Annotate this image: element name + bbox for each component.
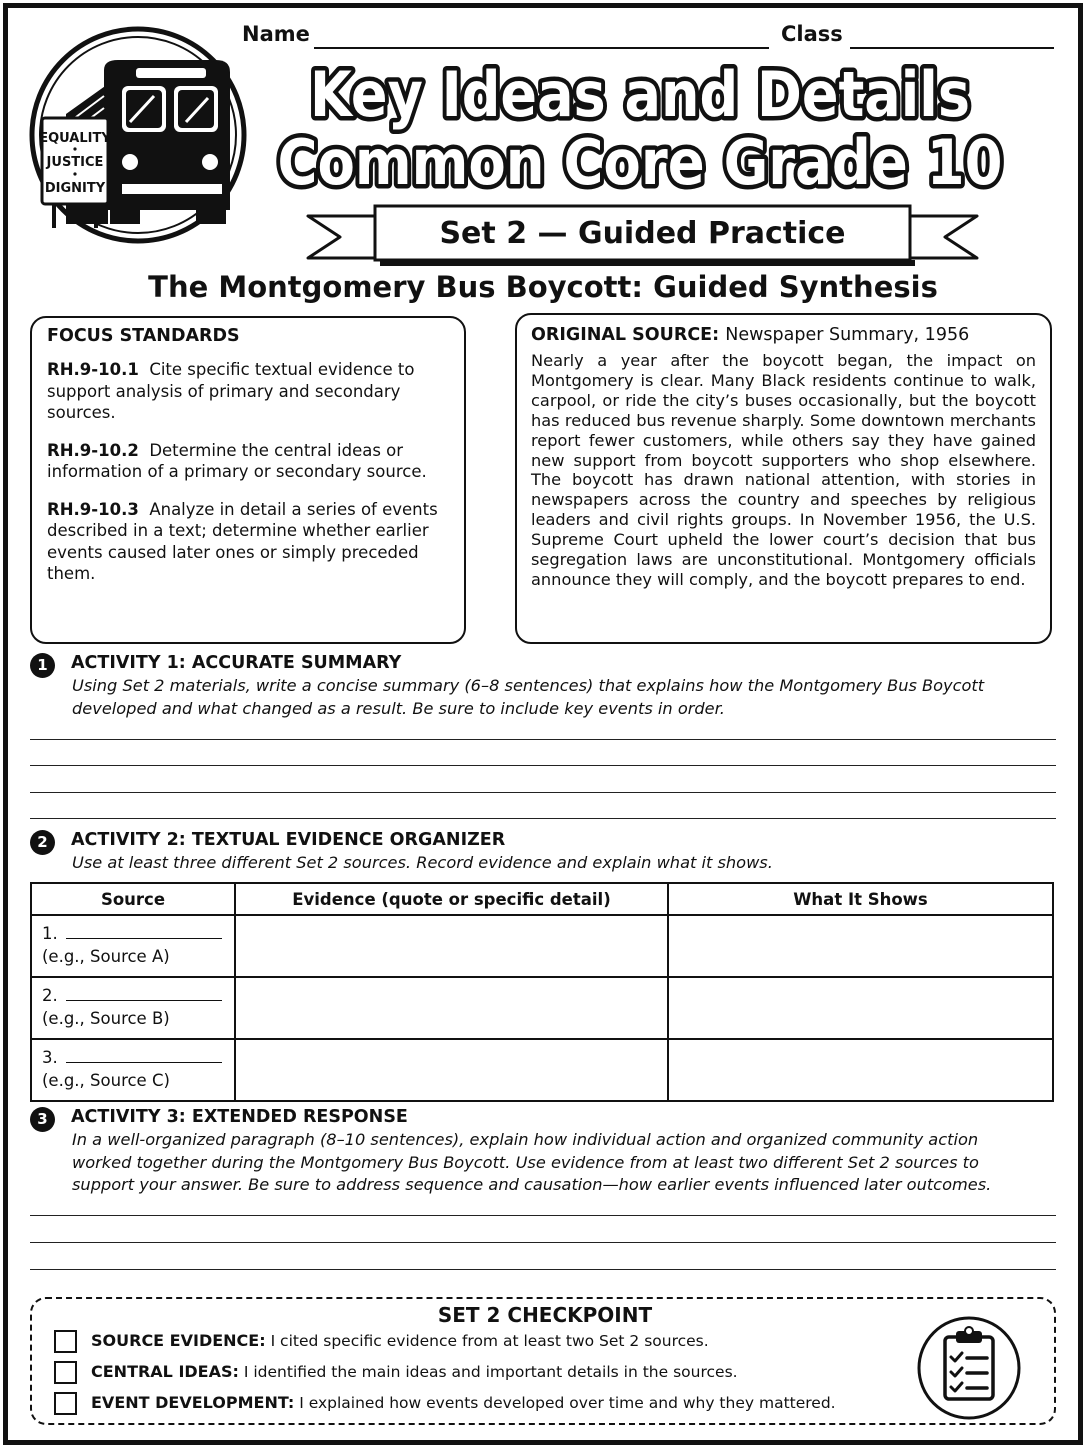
evidence-cell[interactable]: [235, 915, 668, 977]
standard-item: [47, 440, 450, 483]
source-heading-sub: Newspaper Summary, 1956: [725, 325, 970, 345]
activity-1: [30, 653, 1056, 723]
row-number: 3.: [42, 1048, 58, 1067]
evidence-organizer-table: [30, 882, 1054, 1102]
activity-3: [30, 1107, 1056, 1199]
checklist-text: I explained how events developed over time and why they mattered.: [299, 1394, 836, 1412]
column-header: Source: [31, 883, 235, 915]
standard-text: Determine the central ideas or information of a primary or secondary source.: [47, 440, 427, 481]
sign-line-1: EQUALITY: [39, 131, 111, 146]
checklist-item: [54, 1360, 738, 1386]
row-example: (e.g., Source C): [42, 1071, 170, 1090]
checklist-text: I identified the main ideas and important details in the sources.: [243, 1363, 738, 1381]
evidence-cell[interactable]: [235, 977, 668, 1039]
writing-line[interactable]: [30, 1215, 1056, 1216]
evidence-cell[interactable]: [235, 1039, 668, 1101]
original-source-box: [515, 313, 1052, 644]
activity-instructions: Use at least three different Set 2 sources. Record evidence and explain what it shows.: [72, 853, 773, 872]
checklist-label: EVENT DEVELOPMENT:: [91, 1393, 295, 1412]
writing-line[interactable]: [30, 1269, 1056, 1270]
source-cell[interactable]: [31, 915, 235, 977]
activity-title: ACTIVITY 3: EXTENDED RESPONSE: [71, 1107, 408, 1127]
activity-instructions: In a well-organized paragraph (8–10 sentences), explain how individual action and organized community action worked together during the Montgomery Bus Boycott. Use evidence from at least two different Set 2 sources to support your answer. Be sure to address sequence and causation—how earlier events influenced later outcomes.: [72, 1130, 992, 1194]
standard-item: [47, 359, 450, 424]
checklist-label: CENTRAL IDEAS:: [91, 1362, 239, 1381]
writing-line[interactable]: [30, 1242, 1056, 1243]
source-heading: [531, 325, 1036, 345]
column-header: Evidence (quote or specific detail): [235, 883, 668, 915]
checklist-label: SOURCE EVIDENCE:: [91, 1331, 266, 1350]
focus-standards-box: [30, 316, 466, 644]
standard-text: Analyze in detail a series of events described in a text; determine whether earlier events caused later ones or simply preceded them.: [47, 499, 438, 583]
shows-cell[interactable]: [668, 977, 1053, 1039]
activity-number: 1: [30, 653, 55, 678]
name-field[interactable]: [314, 47, 769, 49]
writing-line[interactable]: [30, 739, 1056, 740]
shows-cell[interactable]: [668, 1039, 1053, 1101]
activity-2: [30, 830, 1056, 880]
checklist-text: I cited specific evidence from at least two Set 2 sources.: [270, 1332, 709, 1350]
class-label: Class: [781, 22, 843, 46]
title-line-1: Key Ideas and Details: [310, 58, 970, 131]
source-cell[interactable]: [31, 1039, 235, 1101]
source-blank[interactable]: [66, 989, 222, 1001]
checkbox[interactable]: [54, 1330, 77, 1353]
row-example: (e.g., Source A): [42, 947, 170, 966]
banner-label: Set 2 — Guided Practice: [439, 216, 846, 251]
writing-line[interactable]: [30, 792, 1056, 793]
name-label: Name: [242, 22, 310, 46]
focus-heading: FOCUS STANDARDS: [47, 326, 240, 346]
table-row: [31, 977, 1053, 1039]
checklist-item: [54, 1391, 836, 1417]
page-title: [270, 56, 1020, 199]
table-row: [31, 915, 1053, 977]
row-number: 2.: [42, 986, 58, 1005]
checkbox[interactable]: [54, 1392, 77, 1415]
class-field[interactable]: [850, 47, 1054, 49]
name-class-row: [242, 22, 1057, 52]
title-line-2: Common Core Grade 10: [277, 126, 1003, 199]
standard-code: RH.9-10.2: [47, 440, 139, 460]
activity-title: ACTIVITY 2: TEXTUAL EVIDENCE ORGANIZER: [71, 830, 506, 850]
source-text: Nearly a year after the boycott began, the impact on Montgomery is clear. Many Black residents continue to walk, carpool, or ride the city’s buses occasionally, but the boycott has reduced bus revenue sharply. Some downtown merchants report fewer customers, while others say they have gained new support from boycott supporters who shop elsewhere. The boycott has drawn national attention, with stories in newspapers across the country and speeches by religious leaders and civil rights groups. In November 1956, the U.S. Supreme Court upheld the lower court’s decision that bus segregation laws are unconstitutional. Montgomery officials announce they will comply, and the boycott prepares to end.: [531, 351, 1036, 589]
source-heading-label: ORIGINAL SOURCE:: [531, 325, 720, 345]
page-subtitle: The Montgomery Bus Boycott: Guided Synthesis: [148, 270, 938, 304]
activity-number: 2: [30, 830, 55, 855]
writing-line[interactable]: [30, 765, 1056, 766]
sign-line-3: DIGNITY: [44, 181, 106, 196]
table-header-row: [31, 883, 1053, 915]
activity-instructions: Using Set 2 materials, write a concise summary (6–8 sentences) that explains how the Montgomery Bus Boycott developed and what changed as a result. Be sure to include key events in order.: [72, 676, 985, 718]
bus-logo: [26, 24, 250, 246]
row-example: (e.g., Source B): [42, 1009, 170, 1028]
standard-text: Cite specific textual evidence to support analysis of primary and secondary sources.: [47, 360, 415, 422]
checkbox[interactable]: [54, 1361, 77, 1384]
source-blank[interactable]: [66, 927, 222, 939]
row-number: 1.: [42, 924, 58, 943]
standard-item: [47, 499, 450, 585]
checkpoint-box: [30, 1297, 1056, 1425]
writing-line[interactable]: [30, 818, 1056, 819]
table-row: [31, 1039, 1053, 1101]
clipboard-checklist-icon: [916, 1315, 1022, 1421]
source-blank[interactable]: [66, 1051, 222, 1063]
checkpoint-title: SET 2 CHECKPOINT: [437, 1303, 653, 1327]
activity-title: ACTIVITY 1: ACCURATE SUMMARY: [71, 653, 402, 673]
shows-cell[interactable]: [668, 915, 1053, 977]
standard-code: RH.9-10.3: [47, 499, 139, 519]
activity-number: 3: [30, 1107, 55, 1132]
standard-code: RH.9-10.1: [47, 360, 139, 379]
source-cell[interactable]: [31, 977, 235, 1039]
sign-line-2: JUSTICE: [46, 155, 104, 170]
checklist-item: [54, 1329, 709, 1355]
column-header: What It Shows: [668, 883, 1053, 915]
